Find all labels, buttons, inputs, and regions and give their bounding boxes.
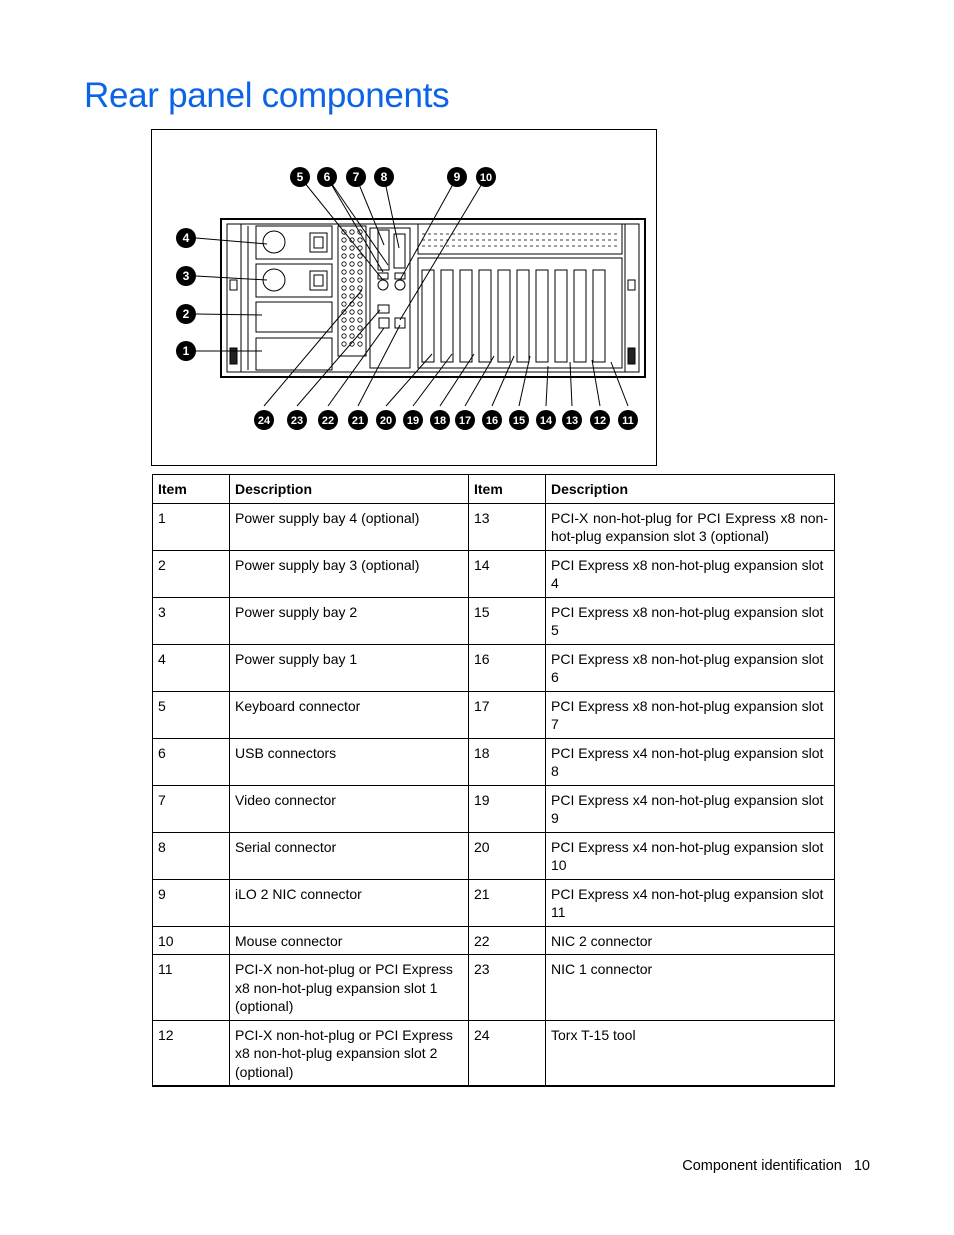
table-cell: PCI Express x4 non-hot-plug expansion slot 11 — [546, 879, 835, 926]
table-cell: PCI Express x8 non-hot-plug expansion slot 4 — [546, 550, 835, 597]
rear-panel-illustration — [152, 130, 658, 467]
table-header-row — [153, 475, 835, 504]
table-cell: PCI-X non-hot-plug or PCI Express x8 non-hot-plug expansion slot 1 (optional) — [230, 955, 469, 1021]
table-cell: 2 — [153, 550, 230, 597]
table-row — [153, 926, 835, 955]
table-cell: Keyboard connector — [230, 691, 469, 738]
table-cell: PCI Express x8 non-hot-plug expansion slot 6 — [546, 644, 835, 691]
table-row — [153, 1020, 835, 1086]
header-item: Item — [469, 475, 546, 504]
table-cell: PCI Express x4 non-hot-plug expansion slot 10 — [546, 832, 835, 879]
table-cell: 8 — [153, 832, 230, 879]
callout-16 — [482, 410, 502, 430]
table-cell: PCI Express x4 non-hot-plug expansion slot 9 — [546, 785, 835, 832]
callout-4 — [176, 228, 196, 248]
table-cell: 23 — [469, 955, 546, 1021]
table-row — [153, 785, 835, 832]
header-description: Description — [230, 475, 469, 504]
svg-text:9: 9 — [453, 170, 461, 184]
table-cell: 24 — [469, 1020, 546, 1086]
table-row — [153, 550, 835, 597]
svg-text:11: 11 — [622, 415, 634, 427]
table-cell: 19 — [469, 785, 546, 832]
table-cell: 13 — [469, 503, 546, 550]
table-cell: 21 — [469, 879, 546, 926]
table-cell: PCI Express x4 non-hot-plug expansion slot 8 — [546, 738, 835, 785]
svg-text:18: 18 — [433, 415, 447, 427]
table-cell: Power supply bay 3 (optional) — [230, 550, 469, 597]
table-cell: 6 — [153, 738, 230, 785]
callout-24 — [254, 410, 274, 430]
callout-18 — [430, 410, 450, 430]
table-cell: 16 — [469, 644, 546, 691]
table-cell: PCI Express x8 non-hot-plug expansion slot 5 — [546, 597, 835, 644]
page-footer — [682, 1158, 870, 1174]
components-table — [152, 474, 835, 1087]
callout-12 — [590, 410, 610, 430]
table-cell: 17 — [469, 691, 546, 738]
callout-5 — [290, 167, 310, 187]
svg-text:10: 10 — [479, 172, 493, 184]
table-row — [153, 738, 835, 785]
table-cell: PCI-X non-hot-plug for PCI Express x8 non-hot-plug expansion slot 3 (optional) — [546, 503, 835, 550]
table-row — [153, 597, 835, 644]
table-cell: 14 — [469, 550, 546, 597]
svg-text:21: 21 — [351, 415, 365, 427]
svg-text:24: 24 — [257, 415, 271, 427]
table-row — [153, 832, 835, 879]
table-cell: USB connectors — [230, 738, 469, 785]
header-item: Item — [153, 475, 230, 504]
table-row — [153, 955, 835, 1021]
table-cell: Serial connector — [230, 832, 469, 879]
page-title: Rear panel components — [84, 76, 450, 115]
svg-text:2: 2 — [182, 307, 190, 321]
callout-17 — [455, 410, 475, 430]
table-cell: 20 — [469, 832, 546, 879]
vent-holes — [342, 230, 362, 346]
svg-text:7: 7 — [352, 170, 360, 184]
callout-14 — [536, 410, 556, 430]
table-cell: 9 — [153, 879, 230, 926]
svg-text:14: 14 — [539, 415, 553, 427]
table-cell: 10 — [153, 926, 230, 955]
svg-text:1: 1 — [182, 344, 190, 358]
table-cell: 22 — [469, 926, 546, 955]
table-cell: 18 — [469, 738, 546, 785]
table-cell: NIC 2 connector — [546, 926, 835, 955]
server-chassis — [221, 219, 645, 377]
callout-7 — [346, 167, 366, 187]
table-cell: 12 — [153, 1020, 230, 1086]
callout-23 — [287, 410, 307, 430]
svg-text:17: 17 — [458, 415, 472, 427]
table-cell: 7 — [153, 785, 230, 832]
table-row — [153, 691, 835, 738]
svg-text:19: 19 — [406, 415, 420, 427]
callout-10 — [476, 167, 496, 187]
callout-1 — [176, 341, 196, 361]
table-cell: 3 — [153, 597, 230, 644]
table-cell: Power supply bay 1 — [230, 644, 469, 691]
callout-11 — [618, 410, 638, 430]
slot-brackets — [422, 270, 605, 362]
svg-text:5: 5 — [296, 170, 304, 184]
callout-9 — [447, 167, 467, 187]
svg-text:20: 20 — [379, 415, 393, 427]
svg-text:6: 6 — [323, 170, 331, 184]
table-cell: 11 — [153, 955, 230, 1021]
callout-2 — [176, 304, 196, 324]
table-cell: Torx T-15 tool — [546, 1020, 835, 1086]
table-row — [153, 879, 835, 926]
callout-20 — [376, 410, 396, 430]
table-cell: Power supply bay 4 (optional) — [230, 503, 469, 550]
svg-text:4: 4 — [182, 231, 190, 245]
callout-6 — [317, 167, 337, 187]
svg-text:13: 13 — [565, 415, 579, 427]
table-cell: Power supply bay 2 — [230, 597, 469, 644]
svg-text:12: 12 — [593, 415, 607, 427]
table-cell: 15 — [469, 597, 546, 644]
callout-19 — [403, 410, 423, 430]
table-row — [153, 644, 835, 691]
callout-8 — [374, 167, 394, 187]
callout-3 — [176, 266, 196, 286]
table-cell: Mouse connector — [230, 926, 469, 955]
callout-13 — [562, 410, 582, 430]
footer-section-title: Component identification — [682, 1158, 842, 1174]
table-row — [153, 503, 835, 550]
svg-text:22: 22 — [321, 415, 335, 427]
table-cell: PCI-X non-hot-plug or PCI Express x8 non-hot-plug expansion slot 2 (optional) — [230, 1020, 469, 1086]
table-cell: iLO 2 NIC connector — [230, 879, 469, 926]
svg-text:23: 23 — [290, 415, 304, 427]
table-cell: NIC 1 connector — [546, 955, 835, 1021]
svg-text:16: 16 — [485, 415, 499, 427]
perforation-strip — [422, 234, 618, 246]
callout-badges — [176, 167, 638, 430]
callout-21 — [348, 410, 368, 430]
table-cell: Video connector — [230, 785, 469, 832]
callout-22 — [318, 410, 338, 430]
table-cell: 4 — [153, 644, 230, 691]
svg-text:8: 8 — [380, 170, 388, 184]
rear-panel-figure — [151, 129, 657, 466]
page-number: 10 — [853, 1158, 870, 1174]
svg-text:15: 15 — [512, 415, 526, 427]
table-cell: PCI Express x8 non-hot-plug expansion slot 7 — [546, 691, 835, 738]
table-cell: 5 — [153, 691, 230, 738]
callout-15 — [509, 410, 529, 430]
svg-text:3: 3 — [182, 269, 190, 283]
header-description: Description — [546, 475, 835, 504]
table-cell: 1 — [153, 503, 230, 550]
